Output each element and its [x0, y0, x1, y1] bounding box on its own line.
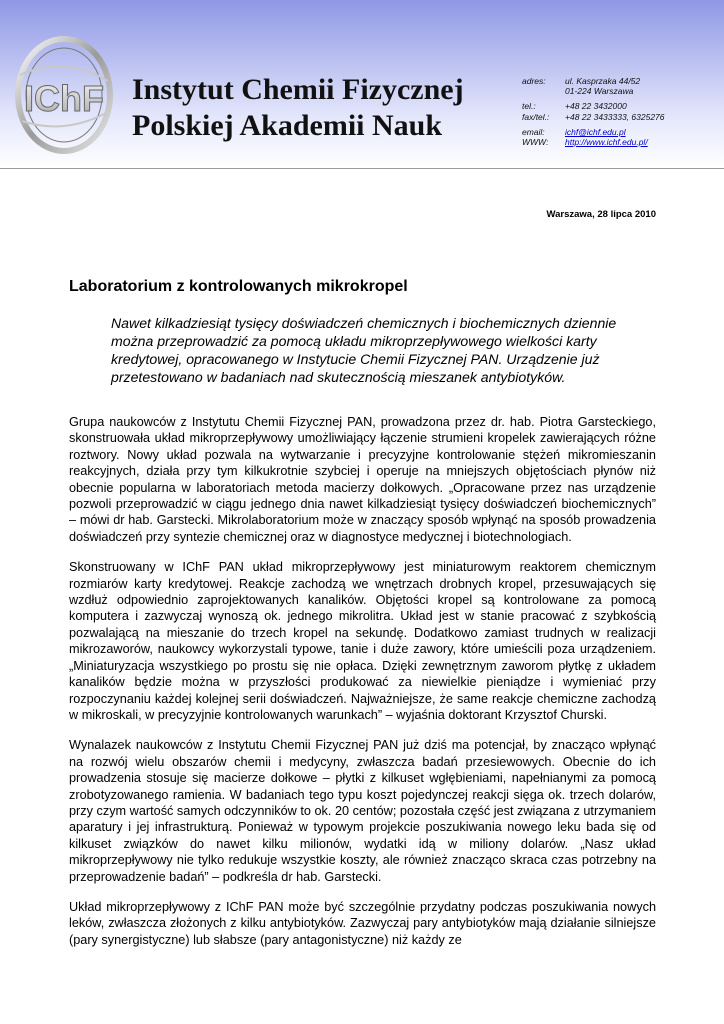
website-link[interactable]: http://www.ichf.edu.pl/	[565, 137, 648, 148]
body-paragraph-2: Skonstruowany w IChF PAN układ mikroprzepływowy jest miniaturowym reaktorem chemicznym rozmiarów karty kredytowej. Reakcje zachodzą we wnętrzach drobnych kropel, przesuwających się wzdłuż odpowiednio zaprojektowanych kanalików. Objętości kropel są kontrolowane za pomocą komputera i zazwyczaj wynoszą ok. jednego mikrolitra. Układ jest w stanie pracować z szybkością pozwalającą na mieszanie do trzech kropel na sekundę. Dodatkowo zamiast trudnych w realizacji mikrozaworów, naukowcy wykorzystali typowe, tanie i duże zawory, które umieścili poza urządzeniem. „Miniaturyzacja wszystkiego po prostu się nie opłaca. Dzięki zewnętrznym zaworom płytkę z układem kanalików będzie można w przyszłości produkować za niewielkie pieniądze i wymieniać przy rozpoczynaniu każdej kolejnej serii doświadczeń. Najważniejsze, że same reakcje chemiczne zachodzą w mikroskali, w precyzyjnie kontrolowanych warunkach” – wyjaśnia doktorant Krzysztof Churski.	[69, 560, 656, 722]
press-release-date: Warszawa, 28 lipca 2010	[546, 209, 656, 220]
body-paragraph-4: Układ mikroprzepływowy z IChF PAN może być szczególnie przydatny podczas poszukiwania nowych leków, zwłaszcza złożonych z kilku antybiotyków. Zazwyczaj pary antybiotyków mają działanie silniejsze (pary synergistyczne) lub słabsze (pary antagonistyczne) niż każdy ze	[69, 899, 656, 947]
tel-value: +48 22 3432000	[565, 101, 627, 112]
address-label: adres:	[522, 76, 546, 86]
logo-text: IChF	[24, 78, 104, 119]
body-paragraph-3: Wynalazek naukowców z Instytutu Chemii Fizycznej PAN już dziś ma potencjał, by znacząco wpłynąć na rozwój wielu obszarów chemii i medycyny, zwłaszcza badań przesiewowych. Obecnie do ich prowadzenia stosuje się macierze dołkowe – płytki z kilkuset wgłębieniami, napełnianymi za pomocą zrobotyzowanego ramienia. W badaniach tego typu koszt pojedynczej reakcji sięga ok. trzech dolarów, przy czym wartość samych odczynników to ok. 20 centów; pozostała część jest związana z utrzymaniem aparatury i jej infrastrukturą. Ponieważ w typowym projekcie poszukiwania nowego leku bada się od kilkuset związków do nawet kilku milionów, wydatki idą w miliony dolarów. „Nasz układ mikroprzepływowy nie tylko redukuje wszystkie koszty, ale również znacząco skraca czas potrzebny na przeprowadzenie badań” – podkreśla dr hab. Garstecki.	[69, 738, 656, 884]
address-line-1: ul. Kasprzaka 44/52	[565, 76, 641, 86]
institute-title-line-2: Polskiej Akademii Nauk	[132, 109, 443, 142]
tel-label: tel.:	[522, 101, 536, 112]
institute-title	[132, 72, 464, 144]
fax-value: +48 22 3433333, 6325276	[565, 111, 665, 122]
article-headline: Laboratorium z kontrolowanych mikrokropel	[69, 278, 408, 295]
letterhead	[0, 0, 724, 169]
article-body	[69, 414, 656, 962]
institute-title-line-1: Instytut Chemii Fizycznej	[132, 73, 464, 106]
fax-label: fax/tel.:	[522, 111, 550, 122]
address-line-2: 01-224 Warszawa	[565, 86, 634, 97]
www-label: WWW:	[522, 137, 549, 148]
ichf-logo	[14, 35, 114, 155]
contact-block	[522, 76, 718, 147]
body-paragraph-1: Grupa naukowców z Instytutu Chemii Fizycznej PAN, prowadzona przez dr. hab. Piotra Garsteckiego, skonstruowała układ mikroprzepływowy umożliwiający łączenie strumieni kropelek zawierających różne roztwory. Nowy układ pozwala na wytwarzanie i precyzyjne kontrolowanie stężeń mikromieszanin reakcyjnych, działa przy tym kilkukrotnie szybciej i operuje na mniejszych objętościach płynów niż obecnie popularna w laboratoriach metoda macierzy dołkowych. „Opracowane przez nas urządzenie pozwoli przeprowadzić w ciągu jednego dnia nawet kilkadziesiąt tysięcy doświadczeń biochemicznych” – mówi dr hab. Garstecki. Mikrolaboratorium może w znaczący sposób wpłynąć na sposób prowadzenia doświadczeń przy syntezie chemicznej oraz w diagnostyce medycznej i biotechnologiach.	[69, 415, 656, 544]
article-lead: Nawet kilkadziesiąt tysięcy doświadczeń chemicznych i biochemicznych dziennie można przeprowadzić za pomocą układu mikroprzepływowego wielkości karty kredytowej, opracowanego w Instytucie Chemii Fizycznej PAN. Urządzenie już przetestowano w badaniach nad skutecznością mieszanek antybiotyków.	[111, 315, 617, 385]
email-label: email:	[522, 126, 545, 137]
email-link[interactable]: ichf@ichf.edu.pl	[565, 126, 626, 137]
